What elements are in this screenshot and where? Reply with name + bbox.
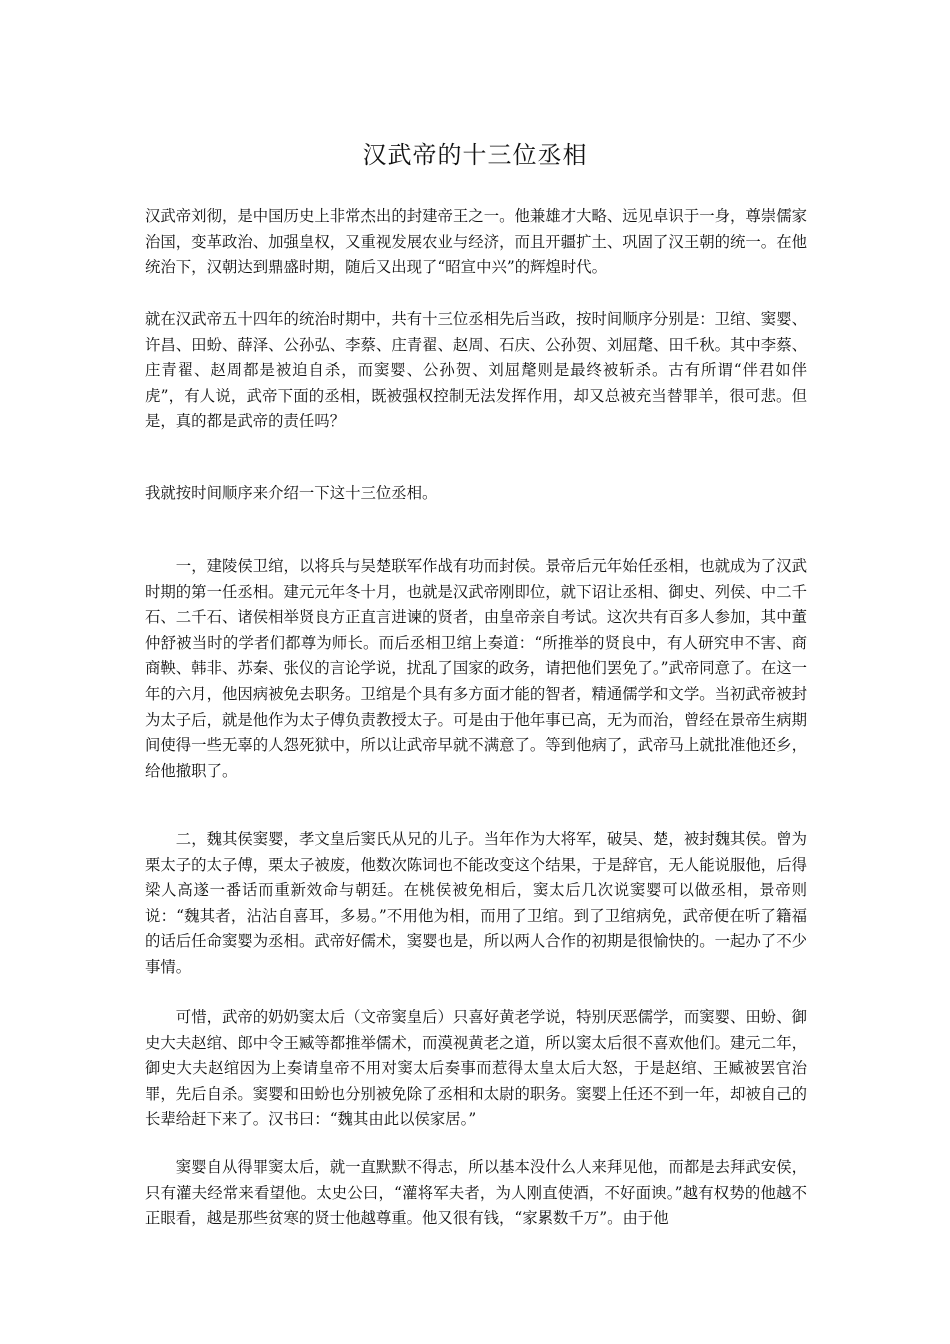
paragraph-intro: 汉武帝刘彻，是中国历史上非常杰出的封建帝王之一。他兼雄才大略、远见卓识于一身，尊崇儒家治国，变革政治、加强皇权，又重视发展农业与经济，而且开疆扩土、巩固了汉王朝的统一。在他统治下，汉朝达到鼎盛时期，随后又出现了“昭宣中兴”的辉煌时代。: [145, 207, 807, 277]
paragraph-transition: 我就按时间顺序来介绍一下这十三位丞相。: [145, 484, 438, 502]
paragraph-dou-ying: 二，魏其侯窦婴，孝文皇后窦氏从兄的儿子。当年作为大将军，破吴、楚，被封魏其侯。曾为栗太子的太子傅，栗太子被废，他数次陈词也不能改变这个结果，于是辞官，无人能说服他，后得梁人高遂一番话而重新效命与朝廷。在桃侯被免相后，窦太后几次说窦婴可以做丞相，景帝则说：“魏其者，沾沾自喜耳，多易。”不用他为相，而用了卫绾。到了卫绾病免，武帝便在听了籍福的话后任命窦婴为丞相。武帝好儒术，窦婴也是，所以两人合作的初期是很愉快的。一起办了不少事情。: [145, 830, 807, 976]
paragraph-overview: 就在汉武帝五十四年的统治时期中，共有十三位丞相先后当政，按时间顺序分别是：卫绾、窦婴、许昌、田蚡、薛泽、公孙弘、李蔡、庄青翟、赵周、石庆、公孙贺、刘屈氂、田千秋。其中李蔡、庄青翟、赵周都是被迫自杀，而窦婴、公孙贺、刘屈氂则是最终被斩杀。古有所谓“伴君如伴虎”，有人说，武帝下面的丞相，既被强权控制无法发挥作用，却又总被充当替罪羊，很可悲。但是，真的都是武帝的责任吗？: [145, 310, 807, 431]
paragraph-wei-wan: 一，建陵侯卫绾，以将兵与吴楚联军作战有功而封侯。景帝后元年始任丞相，也就成为了汉武时期的第一任丞相。建元元年冬十月，也就是汉武帝刚即位，就下诏让丞相、御史、列侯、中二千石、二千石、诸侯相举贤良方正直言进谏的贤者，由皇帝亲自考试。这次共有百多人参加，其中董仲舒被当时的学者们都尊为师长。而后丞相卫绾上奏道：“所推举的贤良中，有人研究申不害、商商鞅、韩非、苏秦、张仪的言论学说，扰乱了国家的政务，请把他们罢免了。”武帝同意了。在这一年的六月，他因病被免去职务。卫绾是个具有多方面才能的智者，精通儒学和文学。当初武帝被封为太子后，就是他作为太子傅负责教授太子。可是由于他年事已高，无为而治，曾经在景帝生病期间使得一些无辜的人怨死狱中，所以让武帝早就不满意了。等到他病了，武帝马上就批准他还乡，给他撤职了。: [145, 557, 807, 780]
paragraph-guan-fu: 窦婴自从得罪窦太后，就一直默默不得志，所以基本没什么人来拜见他，而都是去拜武安侯，只有灌夫经常来看望他。太史公曰，“灌将军夫者，为人刚直使酒，不好面谀。”越有权势的他越不正眼看，越是那些贫寒的贤士他越尊重。他又很有钱，“家累数千万”。由于他: [145, 1158, 807, 1228]
document-title: 汉武帝的十三位丞相: [362, 141, 588, 169]
paragraph-empress-dou: 可惜，武帝的奶奶窦太后（文帝窦皇后）只喜好黄老学说，特别厌恶儒学，而窦婴、田蚡、御史大夫赵绾、郎中令王臧等都推举儒术，而漠视黄老之道，所以窦太后很不喜欢他们。建元二年，御史大夫赵绾因为上奏请皇帝不用对窦太后奏事而惹得太皇太后大怒，于是赵绾、王臧被罢官治罪，先后自杀。窦婴和田蚡也分别被免除了丞相和太尉的职务。窦婴上任还不到一年，却被自己的长辈给赶下来了。汉书曰：“魏其由此以侯家居。”: [145, 1008, 807, 1129]
